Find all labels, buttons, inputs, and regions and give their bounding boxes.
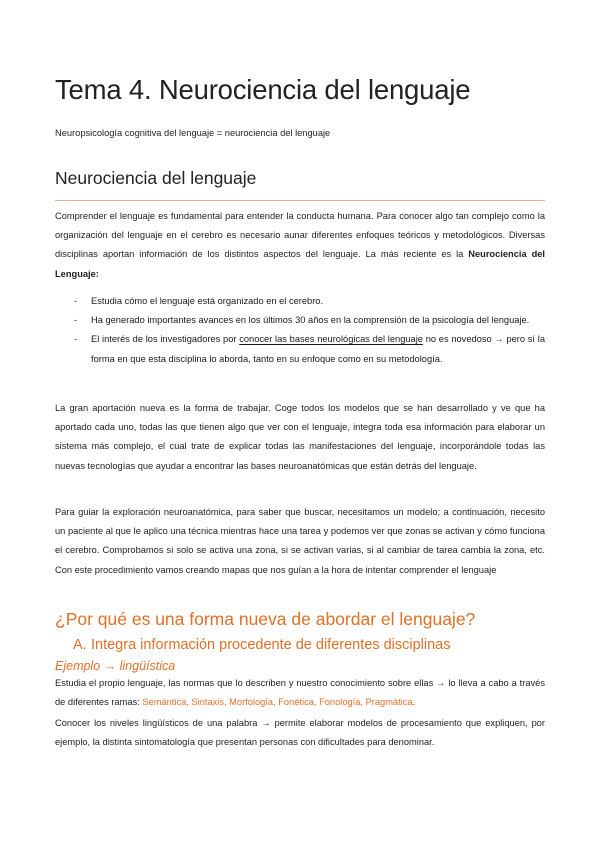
list-dash: -	[74, 334, 78, 345]
list-item	[55, 292, 545, 311]
paragraph-3: Para guiar la exploración neuroanatómica, para saber que buscar, necesitamos un modelo; a continuación, necesito un paciente al que le aplico una técnica mientras hace una tarea y podemos ver que zonas se activan y cómo funciona el cerebro. Comprobamos si solo se activa una zona, si se activan varias, si al cambiar de tarea cambia la zona, etc. Con este procedimiento vamos creando mapas que nos guían a la hora de intentar comprender el lenguaje	[55, 507, 545, 575]
intro-bold-term: Neurociencia del Lenguaje:	[55, 249, 546, 279]
underlined-phrase: conocer las bases neurológicas del lenguaje	[239, 334, 423, 345]
section-heading: Neurociencia del lenguaje	[55, 168, 257, 188]
list-item-text: Ha generado importantes avances en los últimos 30 años en la comprensión de la psicología del lenguaje.	[91, 315, 530, 326]
linguistic-branches: Semántica, Sintaxis, Morfología, Fonética, Fonología, Pragmática	[142, 697, 413, 708]
paragraph-5: Conocer los niveles lingüísticos de una palabra → permite elaborar modelos de procesamiento que expliquen, por ejemplo, la distinta sintomatología que presentan personas con dificultades para denominar.	[55, 718, 545, 748]
list-dash: -	[74, 315, 78, 326]
list-item-text: Estudia cómo el lenguaje está organizado en el cerebro.	[91, 296, 324, 306]
subheading-letter: A.	[73, 637, 87, 653]
subheading-a	[73, 637, 451, 653]
subheading-text: Integra información procedente de diferentes disciplinas	[91, 637, 451, 653]
paragraph-4-end: .	[412, 697, 416, 708]
page-title: Tema 4. Neurociencia del lenguaje	[55, 74, 471, 105]
list-item-text: no es novedoso → pero sí la forma en que esta disciplina lo aborda, tanto en su enfoque como en su metodología.	[91, 334, 545, 364]
paragraph-4	[55, 674, 545, 712]
intro-paragraph	[55, 207, 545, 284]
list-item	[55, 311, 545, 330]
paragraph-2: La gran aportación nueva es la forma de trabajar. Coge todos los modelos que se han desarrollado y ve que ha aportado cada uno, todas las que tienen algo que ver con el lenguaje, integra toda esa información para elaborar un sistema más complejo, el cual trate de explicar todas las manifestaciones del lenguaje, incorporándole todas las nuevas tecnologías que ayudar a encontrar las bases neuroanatómicas que están detrás del lenguaje.	[55, 403, 545, 471]
page-subtitle: Neuropsicología cognitiva del lenguaje = neurociencia del lenguaje	[55, 128, 331, 138]
section-divider	[55, 200, 545, 201]
intro-text: Comprender el lenguaje es fundamental para entender la conducta humana. Para conocer algo tan complejo como la organización del lenguaje en el cerebro es necesario aunar diferentes enfoques teóricos y metodológicos. Diversas disciplinas aportan información de los distintos aspectos del lenguaje. La más reciente es la	[55, 211, 545, 260]
example-heading: Ejemplo → lingüística	[55, 659, 176, 673]
question-heading: ¿Por qué es una forma nueva de abordar el lenguaje?	[55, 609, 476, 629]
bullet-list	[55, 292, 545, 369]
list-item	[55, 330, 545, 368]
list-item-text: El interés de los investigadores por	[91, 334, 240, 345]
paragraph-4-text: Estudia el propio lenguaje, las normas que lo describen y nuestro conocimiento sobre ellas → lo lleva a cabo a través de diferentes ramas:	[55, 678, 545, 708]
list-dash: -	[74, 296, 78, 306]
